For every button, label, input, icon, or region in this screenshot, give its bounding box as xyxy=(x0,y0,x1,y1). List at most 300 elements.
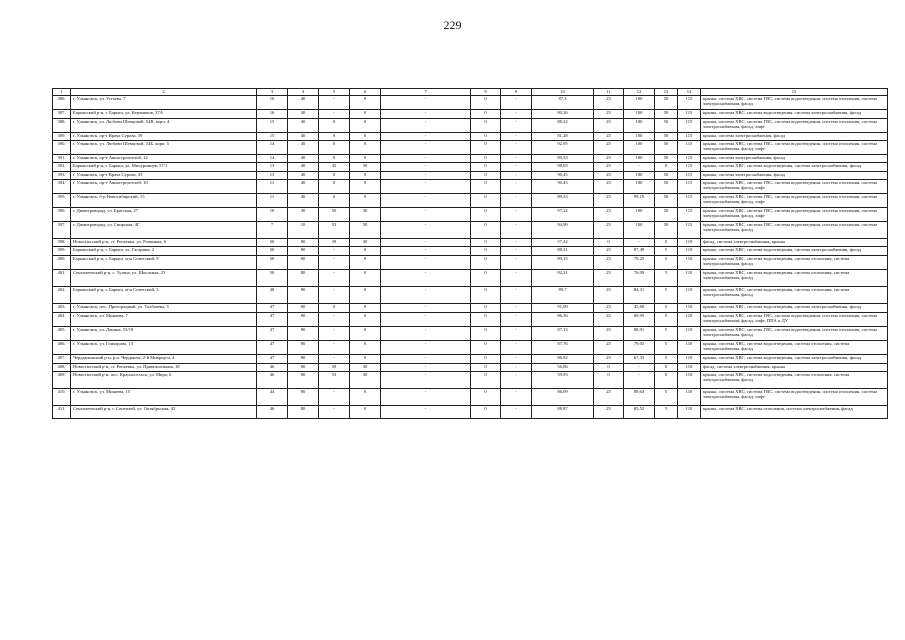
value-cell: 86,09 xyxy=(532,389,594,406)
table-row xyxy=(53,208,888,222)
value-cell: - xyxy=(319,406,350,419)
value-cell: 0 xyxy=(471,172,501,180)
value-cell: 80 xyxy=(288,406,319,419)
address-cell: Барышский р-н, г. Барыш, м-н Советский, 9 xyxy=(71,256,257,270)
value-cell: 100 xyxy=(624,119,655,133)
value-cell: 90,45 xyxy=(532,180,594,194)
address-cell: Новоспасский р-н, ст. Репьевка, ул. Рочкиная, 6 xyxy=(71,239,257,247)
works-cell: крыша, система ХВС, система водоотведения, система отопления, система электроснабжения, фасад xyxy=(701,341,888,355)
works-cell: крыша, система ХВС, система водоотведения, система электроснабжения, фасад xyxy=(701,247,888,256)
value-cell: 0 xyxy=(350,256,381,270)
table-row xyxy=(53,239,888,247)
value-cell: 76,09 xyxy=(624,270,655,287)
value-cell: 0 xyxy=(350,355,381,364)
value-cell: 25 xyxy=(594,119,624,133)
row-number: 404. xyxy=(53,313,71,327)
value-cell: 0 xyxy=(655,364,678,372)
works-cell: крыша, система ХВС, система ГВС, система водоотведения, система отопления, система электроснабжения, фасад xyxy=(701,96,888,110)
value-cell: 115 xyxy=(678,133,701,141)
value-cell: 45,68 xyxy=(624,304,655,313)
value-cell: 80 xyxy=(288,372,319,389)
value-cell: - xyxy=(501,287,532,304)
value-cell: - xyxy=(381,406,471,419)
value-cell: 80,26 xyxy=(532,110,594,119)
value-cell: 50 xyxy=(350,222,381,239)
value-cell: 25 xyxy=(594,287,624,304)
works-cell: крыша, система ХВС, система водоотведения, система отопления, система электроснабжения, фасад xyxy=(701,270,888,287)
value-cell: 47 xyxy=(257,355,288,364)
row-number: 400. xyxy=(53,256,71,270)
value-cell: 5 xyxy=(655,304,678,313)
value-cell: 0 xyxy=(471,287,501,304)
value-cell: 115 xyxy=(678,96,701,110)
works-cell: крыша, система ХВС, система водоотведения, система электроснабжения, фасад xyxy=(701,355,888,364)
value-cell: 25 xyxy=(594,180,624,194)
value-cell: 25 xyxy=(594,389,624,406)
value-cell: - xyxy=(501,222,532,239)
value-cell: 110 xyxy=(678,239,701,247)
value-cell: - xyxy=(501,313,532,327)
value-cell: 5 xyxy=(655,247,678,256)
value-cell: 115 xyxy=(678,155,701,163)
address-cell: г. Ульяновск, пр-т Врача Сурова, 39 xyxy=(71,133,257,141)
address-cell: г. Ульяновск, ул. Минаева, 7 xyxy=(71,313,257,327)
value-cell: - xyxy=(501,208,532,222)
value-cell: 25 xyxy=(594,341,624,355)
value-cell: 50 xyxy=(655,119,678,133)
value-cell: 89,64 xyxy=(624,389,655,406)
table-row xyxy=(53,287,888,304)
value-cell: - xyxy=(381,222,471,239)
value-cell: 25 xyxy=(594,163,624,172)
value-cell: 40 xyxy=(288,133,319,141)
value-cell: 10 xyxy=(257,208,288,222)
value-cell: 50 xyxy=(350,163,381,172)
value-cell: 11 xyxy=(257,180,288,194)
value-cell: 40 xyxy=(288,96,319,110)
value-cell: 5 xyxy=(655,389,678,406)
value-cell: 0 xyxy=(319,119,350,133)
value-cell: 25 xyxy=(594,141,624,155)
value-cell: 25 xyxy=(594,110,624,119)
value-cell: 0 xyxy=(471,247,501,256)
value-cell: 50 xyxy=(655,155,678,163)
value-cell: 0 xyxy=(350,194,381,208)
value-cell: 56,86 xyxy=(532,364,594,372)
value-cell: 0 xyxy=(471,180,501,194)
value-cell: 110 xyxy=(678,372,701,389)
value-cell: 40 xyxy=(288,141,319,155)
value-cell: 0 xyxy=(471,110,501,119)
value-cell: - xyxy=(381,372,471,389)
value-cell: 0 xyxy=(350,133,381,141)
value-cell: 0 xyxy=(471,163,501,172)
value-cell: - xyxy=(501,239,532,247)
address-cell: Чердаклинский р-н, р.п. Чердаклы, 2-й Микрор-н, 4 xyxy=(71,355,257,364)
value-cell: 59,93 xyxy=(532,372,594,389)
value-cell: 25 xyxy=(594,327,624,341)
table-row xyxy=(53,96,888,110)
value-cell: 50 xyxy=(655,172,678,180)
value-cell: 0 xyxy=(350,389,381,406)
value-cell: - xyxy=(381,155,471,163)
value-cell: 0 xyxy=(350,341,381,355)
value-cell: - xyxy=(624,163,655,172)
value-cell: - xyxy=(501,247,532,256)
value-cell: 50 xyxy=(655,141,678,155)
value-cell: 44 xyxy=(257,389,288,406)
value-cell: - xyxy=(381,389,471,406)
value-cell: 39 xyxy=(319,239,350,247)
value-cell: 91,09 xyxy=(532,304,594,313)
value-cell: 115 xyxy=(678,141,701,155)
works-cell: крыша, система ХВС, система ГВС, система водоотведения, система отопления, система электроснабжения, фасад xyxy=(701,327,888,341)
value-cell: 0 xyxy=(471,327,501,341)
value-cell: 0 xyxy=(319,194,350,208)
value-cell: 110 xyxy=(678,304,701,313)
value-cell: 89,33 xyxy=(532,194,594,208)
value-cell: 25 xyxy=(594,172,624,180)
value-cell: 100 xyxy=(624,110,655,119)
value-cell: 89,15 xyxy=(532,256,594,270)
row-number: 394. xyxy=(53,180,71,194)
value-cell: 5 xyxy=(655,341,678,355)
row-number: 390. xyxy=(53,141,71,155)
value-cell: - xyxy=(501,180,532,194)
value-cell: - xyxy=(381,364,471,372)
value-cell: 86,36 xyxy=(532,313,594,327)
value-cell: 40 xyxy=(288,155,319,163)
value-cell: 86,92 xyxy=(532,355,594,364)
value-cell: 0 xyxy=(471,239,501,247)
value-cell: 25 xyxy=(594,208,624,222)
address-cell: г. Ульяновск, пр-т Авиастроителей, 12 xyxy=(71,155,257,163)
value-cell: - xyxy=(381,287,471,304)
value-cell: 110 xyxy=(678,313,701,327)
value-cell: 90,45 xyxy=(532,172,594,180)
value-cell: 0 xyxy=(471,208,501,222)
value-cell: 110 xyxy=(678,270,701,287)
value-cell: - xyxy=(501,110,532,119)
value-cell: 40 xyxy=(288,180,319,194)
column-header: 7 xyxy=(381,89,471,96)
value-cell: 0 xyxy=(350,247,381,256)
value-cell: 40 xyxy=(288,119,319,133)
table-row xyxy=(53,355,888,364)
address-cell: г. Димитровград, ул. Братская, 27 xyxy=(71,208,257,222)
value-cell: 0 xyxy=(319,155,350,163)
column-header: 1 xyxy=(53,89,71,96)
column-header: 2 xyxy=(71,89,257,96)
value-cell: 110 xyxy=(678,247,701,256)
value-cell: - xyxy=(501,141,532,155)
value-cell: 25 xyxy=(594,222,624,239)
value-cell: - xyxy=(319,327,350,341)
value-cell: 89,33 xyxy=(532,155,594,163)
value-cell: 67,33 xyxy=(624,355,655,364)
table-row xyxy=(53,222,888,239)
value-cell: 5 xyxy=(655,270,678,287)
value-cell: 40 xyxy=(288,110,319,119)
table-row xyxy=(53,389,888,406)
row-number: 395. xyxy=(53,194,71,208)
value-cell: 115 xyxy=(678,172,701,180)
column-header: 3 xyxy=(257,89,288,96)
works-cell: крыша, система ХВС, система ГВС, система водоотведения, система отопления, система электроснабжения, фасад, лифт, ППА и ДУ xyxy=(701,313,888,327)
works-cell: крыша, система ХВС, система водоотведения, система отопления, система электроснабжения, фасад xyxy=(701,372,888,389)
value-cell: - xyxy=(381,119,471,133)
value-cell: 0 xyxy=(471,256,501,270)
value-cell: - xyxy=(624,364,655,372)
value-cell: 92,21 xyxy=(532,270,594,287)
page-number: 229 xyxy=(443,18,462,32)
value-cell: 79,25 xyxy=(624,256,655,270)
table-row xyxy=(53,172,888,180)
value-cell: 0 xyxy=(350,180,381,194)
value-cell: 87,76 xyxy=(532,341,594,355)
table-row xyxy=(53,313,888,327)
table-row xyxy=(53,372,888,389)
value-cell: 0 xyxy=(319,133,350,141)
value-cell: 0 xyxy=(471,96,501,110)
value-cell: 25 xyxy=(594,304,624,313)
works-cell: крыша, система ХВС, система отопления, система электроснабжения, фасад xyxy=(701,406,888,419)
value-cell: 40 xyxy=(288,194,319,208)
value-cell: 46 xyxy=(257,364,288,372)
row-number: 403. xyxy=(53,304,71,313)
address-cell: г. Ульяновск, пос. Пригородный, ул. Толбачева, 5 xyxy=(71,304,257,313)
works-cell: крыша, система ХВС, система водоотведения, система электроснабжения, фасад xyxy=(701,163,888,172)
value-cell: 0 xyxy=(350,155,381,163)
value-cell: - xyxy=(501,163,532,172)
value-cell: 110 xyxy=(678,327,701,341)
value-cell: - xyxy=(501,372,532,389)
value-cell: 0 xyxy=(471,313,501,327)
value-cell: 115 xyxy=(678,222,701,239)
value-cell: 53 xyxy=(319,372,350,389)
value-cell: 92,95 xyxy=(532,141,594,155)
column-header: 9 xyxy=(501,89,532,96)
value-cell: - xyxy=(381,270,471,287)
value-cell: 25 xyxy=(594,313,624,327)
value-cell: 0 xyxy=(471,222,501,239)
value-cell: 0 xyxy=(594,239,624,247)
address-cell: г. Ульяновск, б-р Новосибирский, 15 xyxy=(71,194,257,208)
address-cell: Новоспасский р-н, ст. Репьевка, ул. Привокзальная, 18 xyxy=(71,364,257,372)
table-row xyxy=(53,163,888,172)
table-row xyxy=(53,194,888,208)
value-cell: 25 xyxy=(594,96,624,110)
row-number: 411. xyxy=(53,406,71,419)
value-cell: - xyxy=(319,247,350,256)
value-cell: 14 xyxy=(257,141,288,155)
value-cell: 7 xyxy=(257,222,288,239)
value-cell: 0 xyxy=(319,304,350,313)
value-cell: 88,91 xyxy=(624,327,655,341)
value-cell: 25 xyxy=(594,355,624,364)
value-cell: 115 xyxy=(678,119,701,133)
value-cell: 16 xyxy=(257,110,288,119)
table-row xyxy=(53,133,888,141)
value-cell: 89,95 xyxy=(624,313,655,327)
value-cell: - xyxy=(501,341,532,355)
value-cell: - xyxy=(381,172,471,180)
table-row xyxy=(53,256,888,270)
value-cell: 110 xyxy=(678,256,701,270)
value-cell: - xyxy=(501,96,532,110)
works-cell: крыша, система ХВС, система водоотведения, система электроснабжения, фасад xyxy=(701,304,888,313)
value-cell: 115 xyxy=(678,110,701,119)
value-cell: 115 xyxy=(678,208,701,222)
value-cell: 110 xyxy=(678,341,701,355)
works-cell: крыша, система ХВС, система ГВС, система водоотведения, система отопления, система электроснабжения, фасад, лифт xyxy=(701,389,888,406)
value-cell: 0 xyxy=(655,239,678,247)
value-cell: 100 xyxy=(624,222,655,239)
value-cell: - xyxy=(501,119,532,133)
value-cell: 0 xyxy=(471,133,501,141)
value-cell: 0 xyxy=(350,287,381,304)
value-cell: 0 xyxy=(350,270,381,287)
value-cell: 87,3 xyxy=(532,96,594,110)
value-cell: 45 xyxy=(319,163,350,172)
value-cell: 50 xyxy=(655,96,678,110)
value-cell: 53 xyxy=(319,222,350,239)
value-cell: 110 xyxy=(678,406,701,419)
value-cell: 50 xyxy=(655,110,678,119)
works-cell: крыша, система ХВС, система ГВС, система водоотведения, система отопления, система электроснабжения, фасад xyxy=(701,222,888,239)
value-cell: 110 xyxy=(678,364,701,372)
value-cell: 50 xyxy=(655,222,678,239)
value-cell: 0 xyxy=(350,172,381,180)
value-cell: 0 xyxy=(471,364,501,372)
value-cell: 0 xyxy=(471,389,501,406)
value-cell: - xyxy=(624,239,655,247)
value-cell: 50 xyxy=(257,270,288,287)
value-cell: 30 xyxy=(350,208,381,222)
value-cell: - xyxy=(381,239,471,247)
value-cell: - xyxy=(319,313,350,327)
register-table xyxy=(52,88,888,419)
address-cell: г. Ульяновск, ул. Устьева, 7 xyxy=(71,96,257,110)
table-row xyxy=(53,119,888,133)
works-cell: крыша, система ХВС, система ГВС, система водоотведения, система отопления, система электроснабжения, фасад, лифт xyxy=(701,194,888,208)
table-row xyxy=(53,110,888,119)
value-cell: 0 xyxy=(471,355,501,364)
value-cell: 81,28 xyxy=(532,133,594,141)
value-cell: 5 xyxy=(655,327,678,341)
address-cell: г. Ульяновск, ул. Ленина, 53/19 xyxy=(71,327,257,341)
table-row xyxy=(53,364,888,372)
address-cell: Барышский р-н, г. Барыш, ул. Гагарина, 2 xyxy=(71,247,257,256)
address-cell: г. Димитровград, ул. Свирская, 4Г xyxy=(71,222,257,239)
value-cell: 0 xyxy=(594,372,624,389)
column-header: 4 xyxy=(288,89,319,96)
value-cell: 0 xyxy=(350,141,381,155)
value-cell: 48 xyxy=(257,287,288,304)
value-cell: - xyxy=(501,155,532,163)
works-cell: крыша, система электроснабжения, фасад xyxy=(701,172,888,180)
row-number: 391. xyxy=(53,155,71,163)
value-cell: 0 xyxy=(319,180,350,194)
row-number: 393. xyxy=(53,172,71,180)
value-cell: 0 xyxy=(319,172,350,180)
value-cell: 0 xyxy=(655,163,678,172)
value-cell: 0 xyxy=(350,313,381,327)
value-cell: 100 xyxy=(624,155,655,163)
value-cell: 115 xyxy=(678,180,701,194)
value-cell: 89,7 xyxy=(532,287,594,304)
works-cell: крыша, система ХВС, система ГВС, система водоотведения, система отопления, система электроснабжения, фасад, лифт xyxy=(701,141,888,155)
table-row xyxy=(53,304,888,313)
row-number: 405. xyxy=(53,327,71,341)
address-cell: г. Ульяновск, ул. Любови Шевцовой, 54В, корп. 4 xyxy=(71,119,257,133)
row-number: 389. xyxy=(53,133,71,141)
value-cell: 100 xyxy=(624,96,655,110)
column-header: 8 xyxy=(471,89,501,96)
value-cell: 80 xyxy=(288,364,319,372)
works-cell: крыша, система ХВС, система ГВС, система водоотведения, система отопления, система электроснабжения, фасад, лифт xyxy=(701,119,888,133)
value-cell: - xyxy=(381,341,471,355)
row-number: 392. xyxy=(53,163,71,172)
value-cell: 0 xyxy=(471,406,501,419)
column-header: 10 xyxy=(532,89,594,96)
works-cell: крыша, система электроснабжения, фасад xyxy=(701,133,888,141)
value-cell: 98,05 xyxy=(532,163,594,172)
value-cell: 85,52 xyxy=(624,406,655,419)
value-cell: - xyxy=(319,355,350,364)
value-cell: - xyxy=(381,194,471,208)
value-cell: 0 xyxy=(471,270,501,287)
value-cell: 88,31 xyxy=(532,247,594,256)
value-cell: - xyxy=(501,406,532,419)
value-cell: 0 xyxy=(655,372,678,389)
row-number: 406. xyxy=(53,341,71,355)
row-number: 407. xyxy=(53,355,71,364)
value-cell: 0 xyxy=(471,372,501,389)
value-cell: 47 xyxy=(257,304,288,313)
value-cell: 115 xyxy=(678,194,701,208)
value-cell: 80 xyxy=(288,304,319,313)
value-cell: 50 xyxy=(655,133,678,141)
row-number: 388. xyxy=(53,119,71,133)
value-cell: 30 xyxy=(350,239,381,247)
value-cell: 0 xyxy=(350,304,381,313)
value-cell: 0 xyxy=(471,141,501,155)
value-cell: 25 xyxy=(594,406,624,419)
value-cell: 30 xyxy=(350,364,381,372)
works-cell: крыша, система электроснабжения, фасад xyxy=(701,155,888,163)
value-cell: 79,03 xyxy=(624,341,655,355)
value-cell: 0 xyxy=(350,110,381,119)
value-cell: - xyxy=(319,341,350,355)
row-number: 396. xyxy=(53,208,71,222)
value-cell: 16 xyxy=(257,96,288,110)
address-cell: Новоспасский р-н, пос. Красносельск, ул. Мира, 6 xyxy=(71,372,257,389)
value-cell: 50 xyxy=(257,256,288,270)
value-cell: 80 xyxy=(288,247,319,256)
value-cell: 110 xyxy=(678,355,701,364)
value-cell: - xyxy=(501,389,532,406)
value-cell: - xyxy=(381,133,471,141)
value-cell: 0 xyxy=(471,194,501,208)
value-cell: - xyxy=(381,355,471,364)
value-cell: 25 xyxy=(594,256,624,270)
value-cell: 25 xyxy=(594,194,624,208)
works-cell: фасад, система электроснабжения, крыша xyxy=(701,364,888,372)
value-cell: 80 xyxy=(288,355,319,364)
row-number: 402. xyxy=(53,287,71,304)
value-cell: - xyxy=(381,110,471,119)
